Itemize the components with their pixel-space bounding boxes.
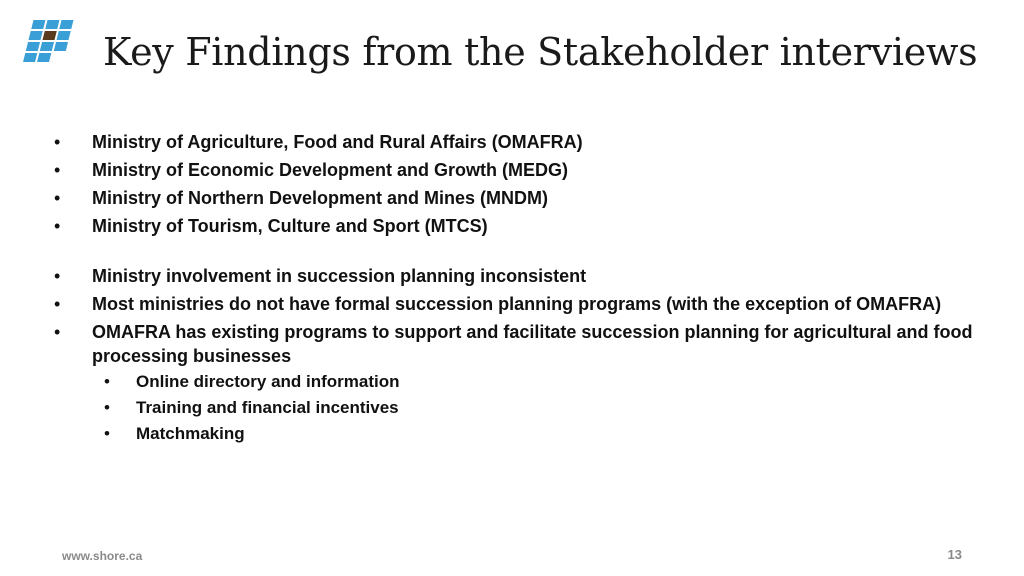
ministries-list <box>54 130 974 238</box>
list-item: • Ministry of Agriculture, Food and Rural Affairs (OMAFRA) <box>54 130 974 154</box>
list-item: • Ministry of Northern Development and Mines (MNDM) <box>54 186 974 210</box>
sub-list-item: • Online directory and information <box>92 370 974 394</box>
findings-list <box>54 264 974 446</box>
list-item: • Ministry involvement in succession planning inconsistent <box>54 264 974 288</box>
page-number: 13 <box>947 547 962 562</box>
sub-list-item: • Training and financial incentives <box>92 396 974 420</box>
sub-list-item: • Matchmaking <box>92 422 974 446</box>
slide-body <box>54 130 974 450</box>
list-item: • Ministry of Tourism, Culture and Sport (MTCS) <box>54 214 974 238</box>
list-item: • Most ministries do not have formal succession planning programs (with the exception of OMAFRA) <box>54 292 974 316</box>
list-item: • Ministry of Economic Development and Growth (MEDG) <box>54 158 974 182</box>
list-item-omafra-programs <box>54 320 974 446</box>
shore-logo-icon <box>20 18 76 68</box>
list-item-text: OMAFRA has existing programs to support and facilitate succession planning for agricultural and food processing businesses <box>92 322 973 366</box>
omafra-programs-list <box>92 370 974 446</box>
footer-url: www.shore.ca <box>62 549 143 563</box>
slide-title: Key Findings from the Stakeholder interviews <box>103 30 978 74</box>
